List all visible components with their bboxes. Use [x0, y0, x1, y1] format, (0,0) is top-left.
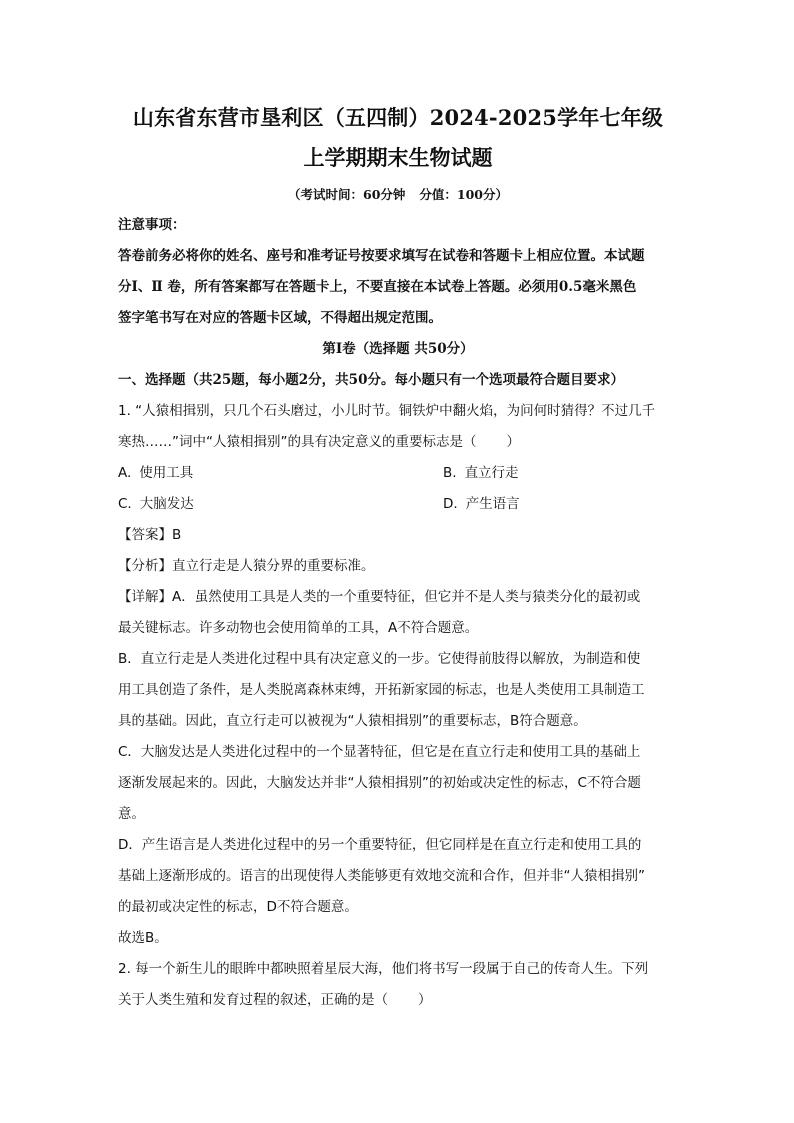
notes-line: 签字笔书写在对应的答题卡区域，不得超出规定范围。	[118, 310, 442, 326]
stem-bracket-close: ）	[418, 992, 432, 1008]
exam-score: 分值：100分）	[419, 187, 508, 202]
analysis-text: 直立行走是人猿分界的重要标准。	[172, 558, 375, 574]
question-2	[118, 954, 678, 1016]
stem-text: 关于人类生殖和发育过程的叙述，正确的是（	[118, 992, 388, 1008]
detail-line: 具的基础。因此，直立行走可以被视为“人猿相揖别”的重要标志，B符合题意。	[118, 713, 587, 729]
detail-line: 的最初或决定性的标志，D不符合题意。	[118, 899, 358, 915]
exam-info	[118, 184, 678, 206]
notes-line: 分Ⅰ、Ⅱ 卷，所有答案都写在答题卡上，不要直接在本试卷上答题。必须用0.5毫米黑色	[118, 279, 637, 295]
question-stem-line	[118, 427, 678, 458]
exam-title-line2: 上学期期末生物试题	[303, 145, 493, 170]
notes-body	[118, 241, 678, 334]
section-title: 第Ⅰ卷（选择题 共50分）	[322, 341, 474, 357]
question-stem-line: 1. “人猿相揖别，只几个石头磨过，小儿时节。铜铁炉中翻火焰，为问何时猜得？不过几千	[118, 403, 656, 419]
exam-title-line1: 山东省东营市垦利区（五四制）2024-2025学年七年级	[132, 105, 664, 130]
notes-line: 答卷前务必将你的姓名、座号和准考证号按要求填写在试卷和答题卡上相应位置。本试题	[118, 248, 645, 264]
option-a	[118, 458, 443, 489]
option-letter: D.	[443, 496, 458, 512]
question-1	[118, 396, 678, 954]
option-letter: A.	[118, 465, 132, 481]
detail-line: 基础上逐渐形成的。语言的出现使得人类能够更有效地交流和合作，但并非“人猿相揖别”	[118, 868, 645, 884]
analysis-label: 【分析】	[118, 558, 172, 574]
detail-line: 最关键标志。许多动物也会使用简单的工具，A不符合题意。	[118, 620, 479, 636]
exam-time: （考试时间：60分钟	[288, 187, 406, 202]
option-text: 大脑发达	[139, 496, 194, 512]
option-c	[118, 489, 443, 520]
option-text: 直立行走	[464, 465, 519, 481]
answer: 【答案】B	[118, 527, 182, 543]
option-letter: C.	[118, 496, 132, 512]
question-stem-line: 2. 每一个新生儿的眼眸中都映照着星辰大海，他们将书写一段属于自己的传奇人生。下列	[118, 961, 649, 977]
option-text: 使用工具	[139, 465, 194, 481]
analysis	[118, 551, 678, 582]
notes-title: 注意事项：	[118, 217, 186, 233]
options-grid	[118, 458, 678, 520]
detail-line: C．大脑发达是人类进化过程中的一个显著特征，但它是在直立行走和使用工具的基础上	[118, 744, 641, 760]
part-title: 一、选择题（共25题，每小题2分，共50分。每小题只有一个选项最符合题目要求）	[118, 372, 624, 388]
detail-line: B．直立行走是人类进化过程中具有决定意义的一步。它使得前肢得以解放，为制造和使	[118, 651, 641, 667]
detail-label: 【详解】	[118, 589, 172, 605]
question-stem-line	[118, 985, 678, 1016]
detail-line	[118, 582, 678, 613]
stem-text: 寒热……”词中“人猿相揖别”的具有决定意义的重要标志是（	[118, 434, 477, 450]
page-content	[118, 100, 678, 1016]
detail-line: 意。	[118, 806, 145, 822]
detail-text: A．虽然使用工具是人类的一个重要特征，但它并不是人类与猿类分化的最初或	[172, 589, 641, 605]
option-letter: B.	[443, 465, 457, 481]
option-b	[443, 458, 678, 489]
conclusion: 故选B。	[118, 930, 168, 946]
detail-line: D．产生语言是人类进化过程中的另一个重要特征，但它同样是在直立行走和使用工具的	[118, 837, 642, 853]
stem-bracket-close: ）	[506, 434, 520, 450]
detail-line: 用工具创造了条件，是人类脱离森林束缚，开拓新家园的标志，也是人类使用工具制造工	[118, 682, 645, 698]
option-d	[443, 489, 678, 520]
detail-line: 逐渐发展起来的。因此，大脑发达并非“人猿相揖别”的初始或决定性的标志，C不符合题	[118, 775, 641, 791]
option-text: 产生语言	[465, 496, 520, 512]
